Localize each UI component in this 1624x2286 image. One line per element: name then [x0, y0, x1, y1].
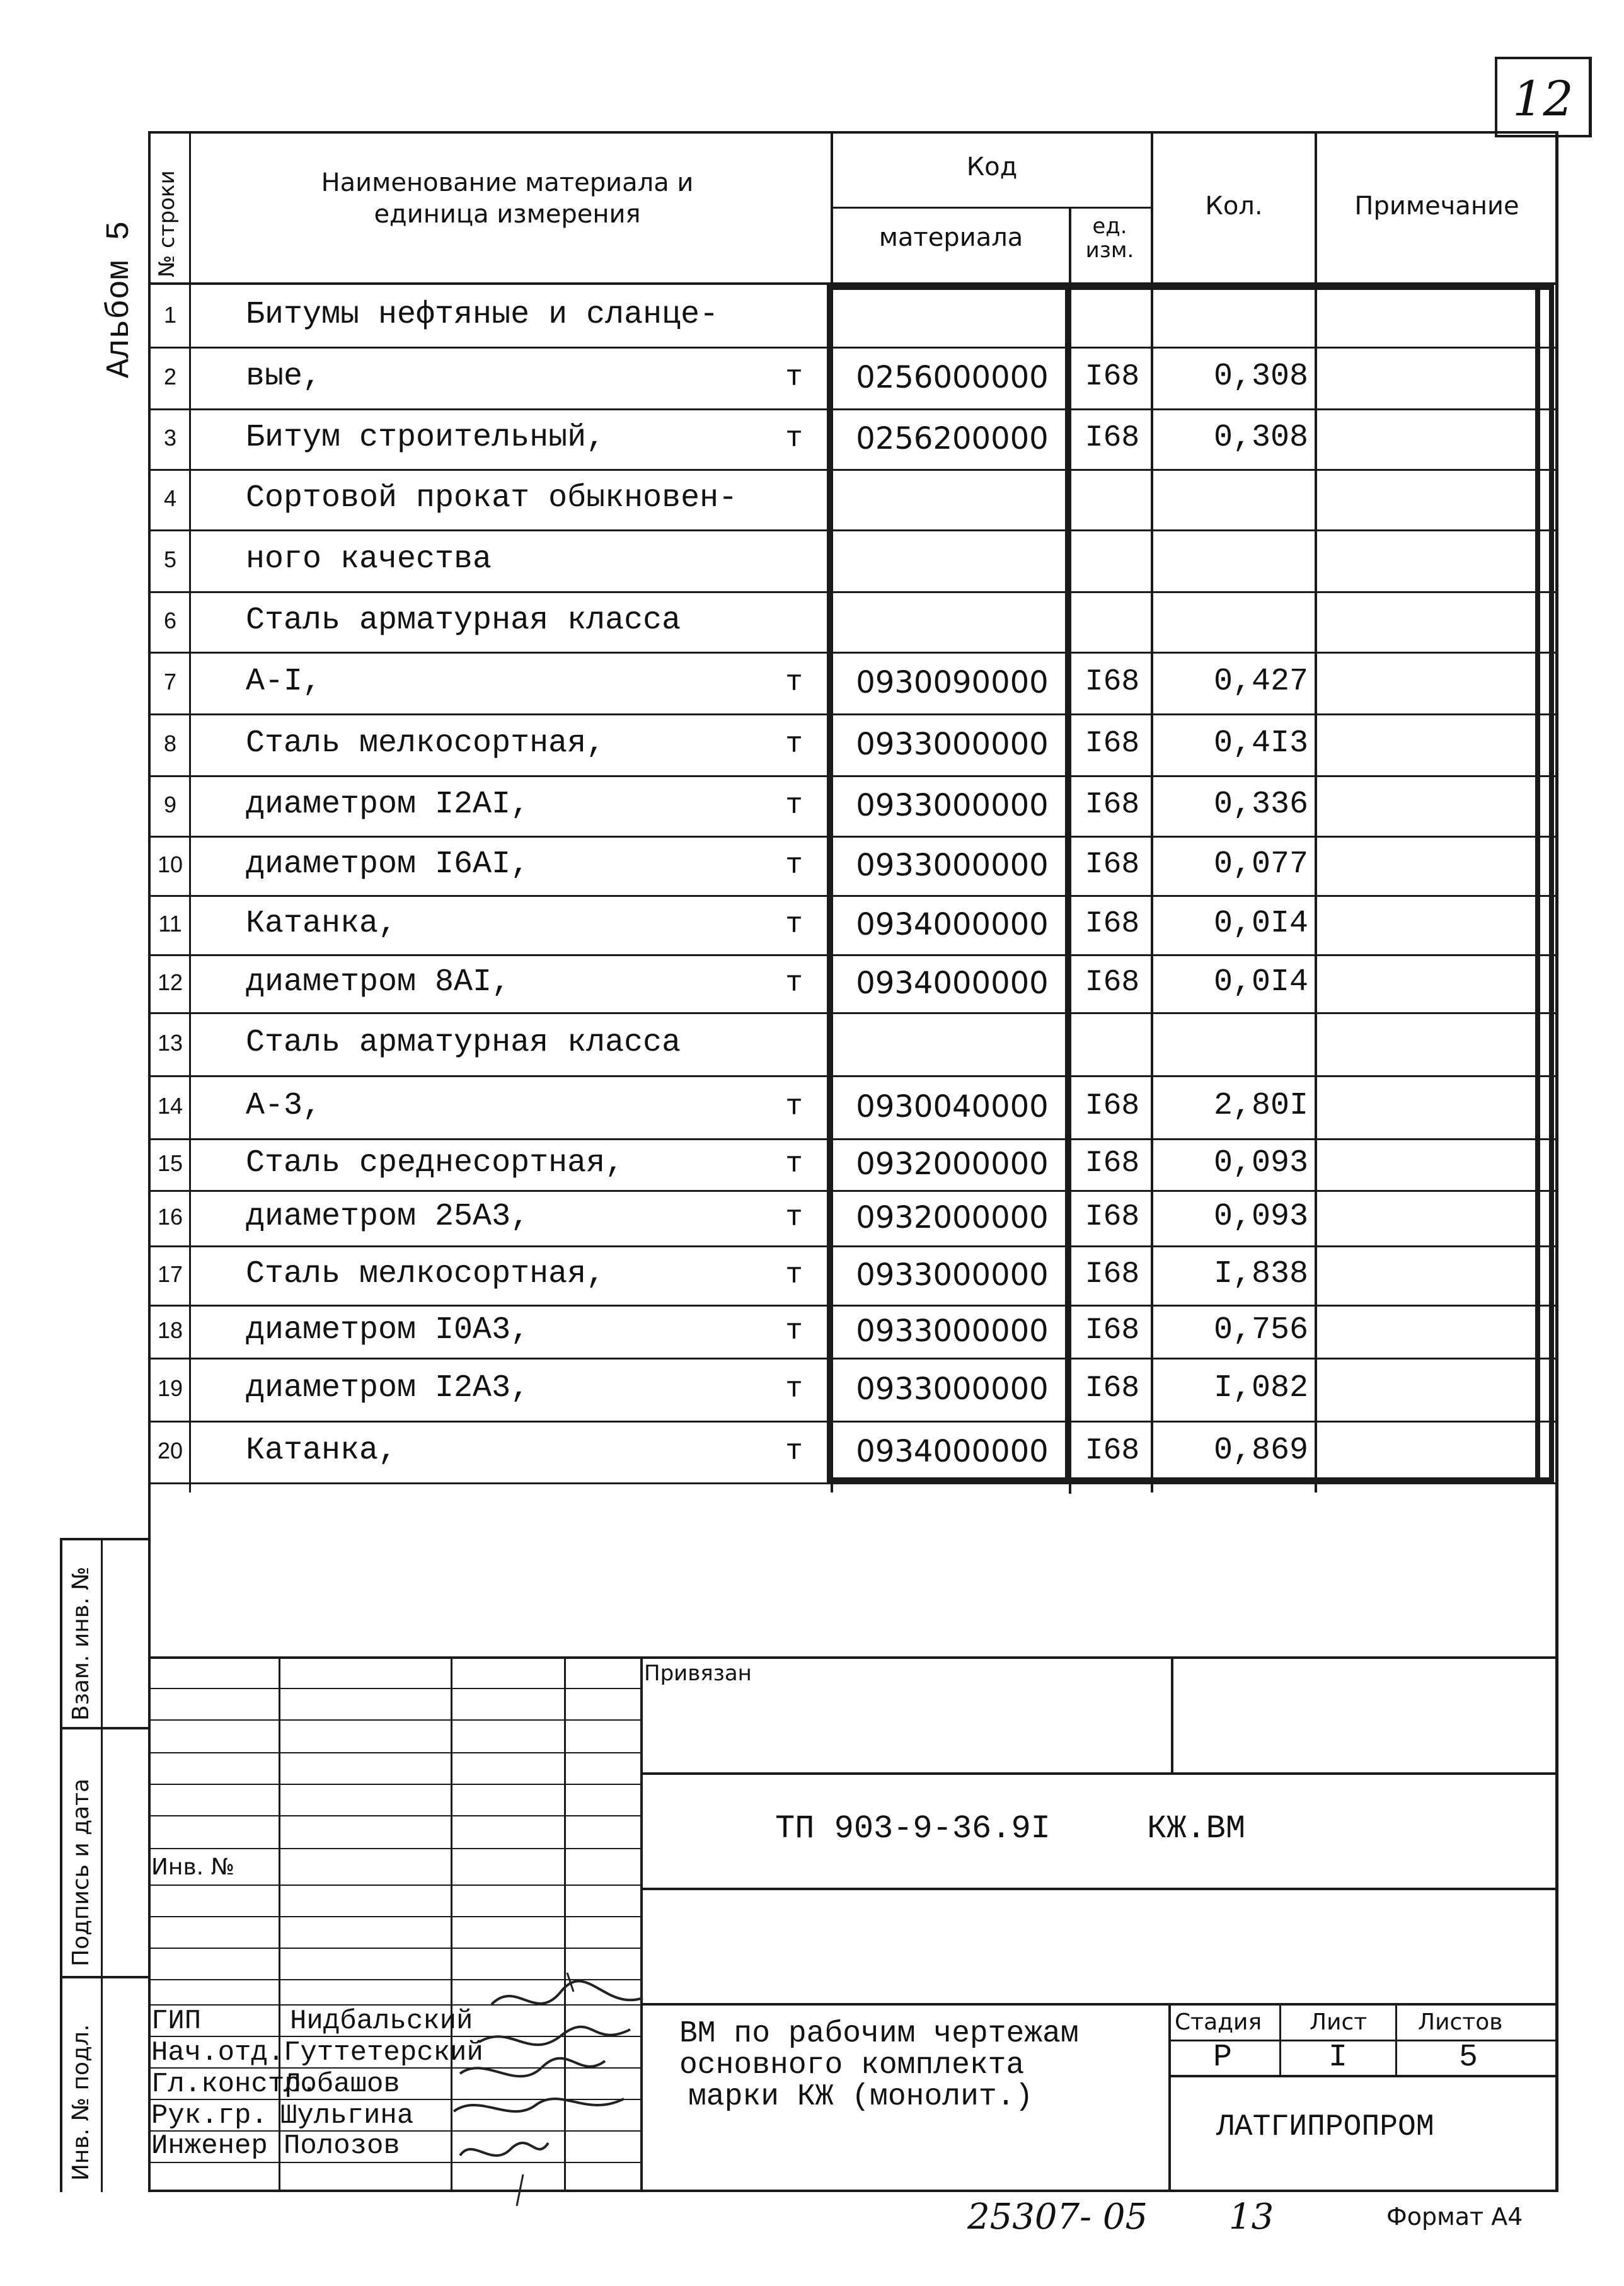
material-code: 0933000000 [856, 848, 1049, 883]
unit-of-measure: т [785, 1201, 803, 1234]
staff-name: Полозов [284, 2130, 400, 2162]
material-name: диаметром 8АI, [246, 964, 511, 1000]
unit-code: I68 [1085, 1371, 1140, 1406]
material-code: 0930090000 [856, 665, 1049, 700]
unit-code: I68 [1085, 1313, 1140, 1348]
staff-name: Гуттетерский [284, 2037, 483, 2069]
row-divider [148, 895, 1558, 897]
row-divider [148, 591, 1558, 593]
row-divider [148, 408, 1558, 410]
row-number: 9 [163, 792, 177, 817]
unit-of-measure: т [785, 422, 803, 455]
unit-code: I68 [1085, 907, 1140, 941]
page-number: 12 [1512, 71, 1574, 127]
title-block-divider [148, 1815, 642, 1816]
material-name: А-3, [246, 1088, 322, 1124]
row-divider [148, 652, 1558, 654]
header-note: Примечание [1354, 192, 1519, 221]
row-divider [148, 775, 1558, 777]
unit-code: I68 [1085, 1200, 1140, 1234]
sheets-label: Листов [1418, 2009, 1503, 2035]
quantity: 0,308 [1213, 420, 1308, 456]
row-number: 6 [163, 608, 177, 633]
unit-code: I68 [1085, 421, 1140, 455]
staff-role: ГИП [151, 2006, 202, 2037]
frame-bottom [148, 2190, 1558, 2192]
material-code: 0933000000 [856, 1371, 1049, 1407]
doc-code: ТП 903-9-36.9I [775, 1810, 1051, 1847]
material-name: диаметром I2АI, [246, 787, 530, 823]
material-code: 0934000000 [856, 1434, 1049, 1469]
data-bold-frame [827, 285, 1554, 1482]
row-number: 5 [163, 546, 177, 572]
row-divider [148, 347, 1558, 349]
row-number: 10 [157, 851, 183, 877]
row-number: 2 [163, 364, 177, 390]
title-line-1: ВМ по рабочим чертежам [679, 2017, 1079, 2051]
unit-of-measure: т [785, 666, 803, 699]
header-code-material: материала [878, 223, 1023, 252]
quantity: I,838 [1213, 1256, 1308, 1292]
unit-of-measure: т [785, 1435, 803, 1468]
sheet-value: I [1328, 2040, 1348, 2075]
unit-code: I68 [1085, 966, 1140, 1000]
format-label: Формат А4 [1386, 2203, 1523, 2231]
material-name: Битумы нефтяные и сланце- [246, 297, 719, 333]
unit-code: I68 [1085, 727, 1140, 761]
material-name: Катанка, [246, 1433, 398, 1469]
unit-code: I68 [1085, 1434, 1140, 1468]
footer-handwritten: 25307- 05 [967, 2197, 1148, 2237]
unit-code: I68 [1085, 788, 1140, 822]
stamp-left [60, 1538, 62, 2192]
code-sub-sep [831, 207, 1152, 209]
row-number: 1 [163, 302, 177, 328]
title-block-divider [148, 1752, 642, 1753]
row-number: 17 [157, 1261, 183, 1287]
title-line-3: марки КЖ (монолит.) [688, 2080, 1034, 2114]
unit-of-measure: т [785, 967, 803, 1000]
unit-of-measure: т [785, 849, 803, 882]
header-qty: Кол. [1205, 192, 1263, 221]
material-name: диаметром 25А3, [246, 1199, 530, 1235]
unit-code: I68 [1085, 665, 1140, 699]
staff-name: Нидбальский [290, 2006, 473, 2037]
unit-of-measure: т [785, 1373, 803, 1406]
quantity: 0,4I3 [1213, 725, 1308, 761]
privyazan-label: Привязан [644, 1661, 752, 1686]
quantity: I,082 [1213, 1370, 1308, 1406]
row-divider [148, 1012, 1558, 1014]
inv-no-label: Инв. № [151, 1854, 235, 1880]
quantity: 0,427 [1213, 664, 1308, 700]
staff-role: Нач.отд. [151, 2037, 285, 2069]
unit-code: I68 [1085, 1089, 1140, 1123]
material-name: Сталь мелкосортная, [246, 725, 606, 761]
material-name: ного качества [246, 541, 492, 577]
unit-of-measure: т [785, 1090, 803, 1123]
row-divider [148, 1075, 1558, 1077]
material-code: 0933000000 [856, 1257, 1049, 1293]
page-number-box [1495, 57, 1592, 137]
staff-role: Гл.констр. [151, 2069, 318, 2100]
title-block-divider [148, 1916, 642, 1917]
col-num-sep [189, 131, 191, 1492]
staff-name: Шульгина [280, 2100, 414, 2132]
quantity: 0,756 [1213, 1312, 1308, 1348]
row-number: 4 [163, 485, 177, 511]
material-name: вые, [246, 359, 322, 395]
signatures [441, 1966, 706, 2206]
row-number: 12 [157, 969, 183, 995]
material-code: 0934000000 [856, 966, 1049, 1001]
row-number: 8 [163, 730, 177, 756]
stamp-podpis: Подпись и дата [68, 1778, 94, 1966]
material-name: Сталь мелкосортная, [246, 1256, 606, 1292]
footer-handwritten-2: 13 [1229, 2197, 1274, 2237]
material-name: диаметром I2А3, [246, 1370, 530, 1406]
row-number: 7 [163, 669, 177, 695]
material-name: А-I, [246, 664, 322, 700]
frame-right [1555, 131, 1558, 2192]
row-number: 11 [158, 911, 182, 937]
stage-label: Стадия [1175, 2009, 1262, 2035]
title-line-2: основного комплекта [679, 2048, 1025, 2082]
title-block-divider [148, 1784, 642, 1785]
quantity: 0,308 [1213, 359, 1308, 395]
title-block-divider [148, 1719, 642, 1721]
unit-of-measure: т [785, 728, 803, 761]
doc-mark: КЖ.ВМ [1147, 1810, 1246, 1847]
row-divider [148, 1138, 1558, 1140]
frame-top [148, 131, 1558, 134]
quantity: 0,093 [1213, 1145, 1308, 1181]
quantity: 0,869 [1213, 1433, 1308, 1469]
quantity: 0,336 [1213, 787, 1308, 823]
material-name: Битум строительный, [246, 420, 606, 456]
title-block-divider [148, 1948, 642, 1949]
material-name: Катанка, [246, 906, 398, 942]
row-divider [148, 954, 1558, 956]
row-divider [148, 1305, 1558, 1307]
material-name: диаметром I6АI, [246, 846, 530, 882]
material-code: 0934000000 [856, 907, 1049, 942]
album-label: Альбом 5 [101, 221, 138, 378]
header-code: Код [966, 153, 1018, 182]
row-divider [148, 1245, 1558, 1247]
material-name: диаметром I0А3, [246, 1312, 530, 1348]
staff-role: Рук.гр. [151, 2100, 268, 2132]
row-divider [148, 529, 1558, 531]
unit-code: I68 [1085, 848, 1140, 882]
stage-value: Р [1213, 2040, 1233, 2075]
quantity: 0,0I4 [1213, 964, 1308, 1000]
material-code: 0933000000 [856, 727, 1049, 762]
staff-name: Лобашов [284, 2069, 400, 2100]
unit-of-measure: т [785, 1148, 803, 1181]
header-name: Наименование материала и единица измерения [321, 168, 694, 229]
org-name: ЛАТГИПРОПРОМ [1216, 2110, 1434, 2144]
material-name: Сталь арматурная класса [246, 1025, 681, 1061]
row-divider [148, 1190, 1558, 1192]
material-code: 0932000000 [856, 1146, 1049, 1182]
row-number: 3 [163, 425, 177, 451]
unit-code: I68 [1085, 360, 1140, 394]
row-divider [148, 836, 1558, 838]
row-divider [148, 713, 1558, 715]
row-number: 18 [157, 1317, 183, 1343]
title-block-divider [148, 1688, 642, 1689]
stamp-inv-podl: Инв. № подл. [68, 2024, 94, 2181]
unit-of-measure: т [785, 1259, 803, 1291]
material-name: Сортовой прокат обыкновен- [246, 480, 738, 516]
row-divider [148, 1421, 1558, 1423]
material-code: 0256200000 [856, 421, 1049, 456]
row-number: 14 [157, 1093, 183, 1119]
title-block-divider [148, 1848, 642, 1849]
header-code-unit: ед. изм. [1085, 214, 1134, 263]
row-divider [148, 1482, 1558, 1484]
header-row-no: № строки [154, 170, 180, 277]
sheets-value: 5 [1459, 2040, 1478, 2075]
row-number: 13 [157, 1030, 183, 1056]
title-block-divider [148, 1885, 642, 1886]
quantity: 0,077 [1213, 846, 1308, 882]
quantity: 0,0I4 [1213, 906, 1308, 942]
material-code: 0932000000 [856, 1200, 1049, 1235]
unit-code: I68 [1085, 1257, 1140, 1291]
quantity: 0,093 [1213, 1199, 1308, 1235]
frame-left [148, 131, 151, 2192]
unit-code: I68 [1085, 1146, 1140, 1181]
row-number: 15 [157, 1150, 183, 1176]
stamp-vzam: Взам. инв. № [68, 1566, 94, 1721]
unit-of-measure: т [785, 361, 803, 394]
material-code: 0933000000 [856, 788, 1049, 823]
row-divider [148, 1358, 1558, 1359]
material-name: Сталь среднесортная, [246, 1145, 625, 1181]
material-code: 0256000000 [856, 360, 1049, 395]
row-number: 20 [157, 1438, 183, 1463]
unit-of-measure: т [785, 789, 803, 822]
unit-of-measure: т [785, 908, 803, 941]
material-code: 0930040000 [856, 1089, 1049, 1124]
row-number: 19 [157, 1375, 183, 1401]
material-name: Сталь арматурная класса [246, 603, 681, 638]
unit-of-measure: т [785, 1315, 803, 1348]
sheet-label: Лист [1310, 2009, 1368, 2035]
quantity: 2,80I [1213, 1088, 1308, 1124]
row-divider [148, 469, 1558, 471]
material-code: 0933000000 [856, 1313, 1049, 1349]
row-number: 16 [157, 1204, 183, 1230]
staff-role: Инженер [151, 2130, 268, 2162]
